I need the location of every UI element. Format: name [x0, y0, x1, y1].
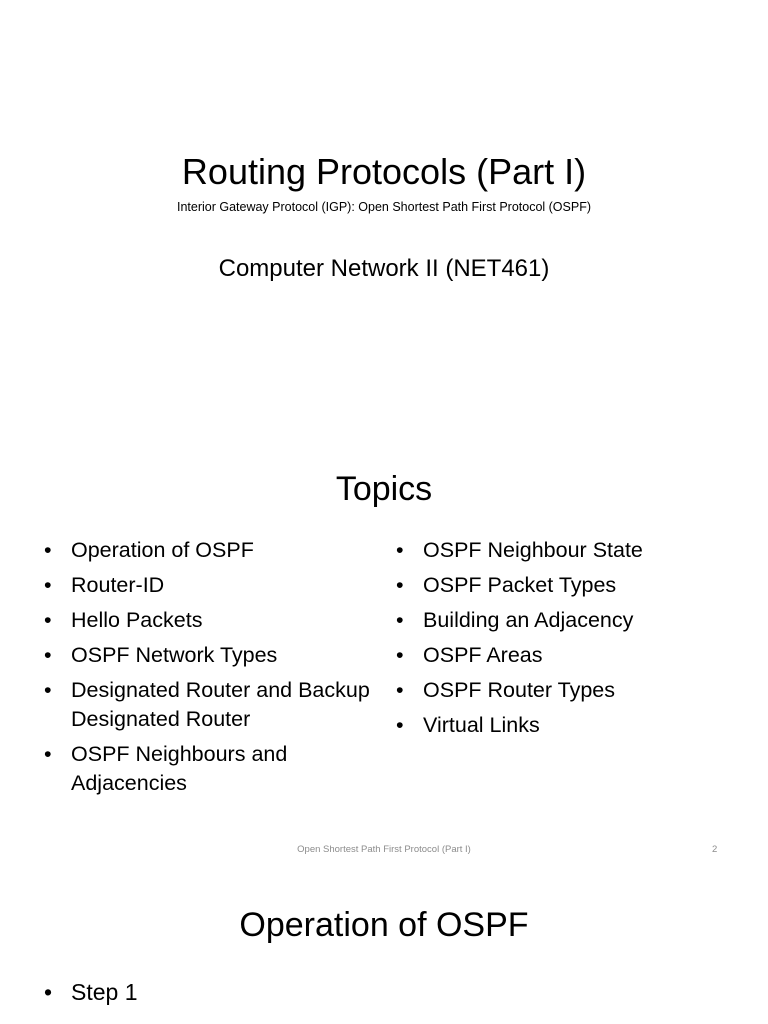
slide-subtitle: Interior Gateway Protocol (IGP): Open Shortest Path First Protocol (OSPF) [176, 200, 592, 214]
topics-title: Topics [335, 470, 433, 508]
list-item-label: OSPF Packet Types [423, 573, 617, 597]
list-item [44, 536, 374, 565]
page-number: 2 [712, 844, 718, 855]
topics-list-left [44, 536, 374, 804]
list-item [396, 641, 736, 670]
topics-list-right [396, 536, 736, 746]
list-item [44, 606, 374, 635]
list-item-label: OSPF Neighbours and Adjacencies [71, 742, 288, 795]
list-item-label: OSPF Network Types [71, 643, 278, 667]
list-item-label: Step 1 [71, 979, 138, 1005]
topics-slide [0, 432, 768, 864]
bullet-icon: • [396, 713, 404, 737]
bullet-icon: • [44, 742, 52, 766]
list-item-label: Building an Adjacency [423, 608, 634, 632]
list-item-label: Hello Packets [71, 608, 203, 632]
bullet-icon: • [396, 678, 404, 702]
bullet-icon: • [44, 678, 52, 702]
bullet-icon: • [396, 538, 404, 562]
list-item [396, 606, 736, 635]
operation-slide [0, 864, 768, 1024]
list-item-label: Operation of OSPF [71, 538, 254, 562]
bullet-icon: • [44, 573, 52, 597]
bullet-icon: • [44, 538, 52, 562]
list-item [44, 976, 138, 1008]
list-item-label: Virtual Links [423, 713, 540, 737]
bullet-icon: • [396, 573, 404, 597]
list-item [44, 676, 374, 734]
list-item [396, 676, 736, 705]
list-item [44, 571, 374, 600]
list-item-label: Router-ID [71, 573, 165, 597]
bullet-icon: • [396, 643, 404, 667]
list-item [396, 571, 736, 600]
step-list [44, 976, 138, 1008]
bullet-icon: • [44, 979, 53, 1005]
list-item-label: Designated Router and Backup Designated Router [71, 678, 370, 731]
list-item [396, 711, 736, 740]
list-item [44, 641, 374, 670]
list-item-label: OSPF Router Types [423, 678, 615, 702]
operation-title: Operation of OSPF [239, 906, 529, 944]
course-name: Computer Network II (NET461) [218, 255, 550, 282]
list-item-label: OSPF Areas [423, 643, 543, 667]
list-item [396, 536, 736, 565]
list-item [44, 740, 374, 798]
bullet-icon: • [396, 608, 404, 632]
title-slide [0, 0, 768, 432]
bullet-icon: • [44, 643, 52, 667]
slide-footer: Open Shortest Path First Protocol (Part I) [297, 844, 471, 855]
list-item-label: OSPF Neighbour State [423, 538, 643, 562]
bullet-icon: • [44, 608, 52, 632]
slide-title: Routing Protocols (Part I) [181, 151, 587, 192]
